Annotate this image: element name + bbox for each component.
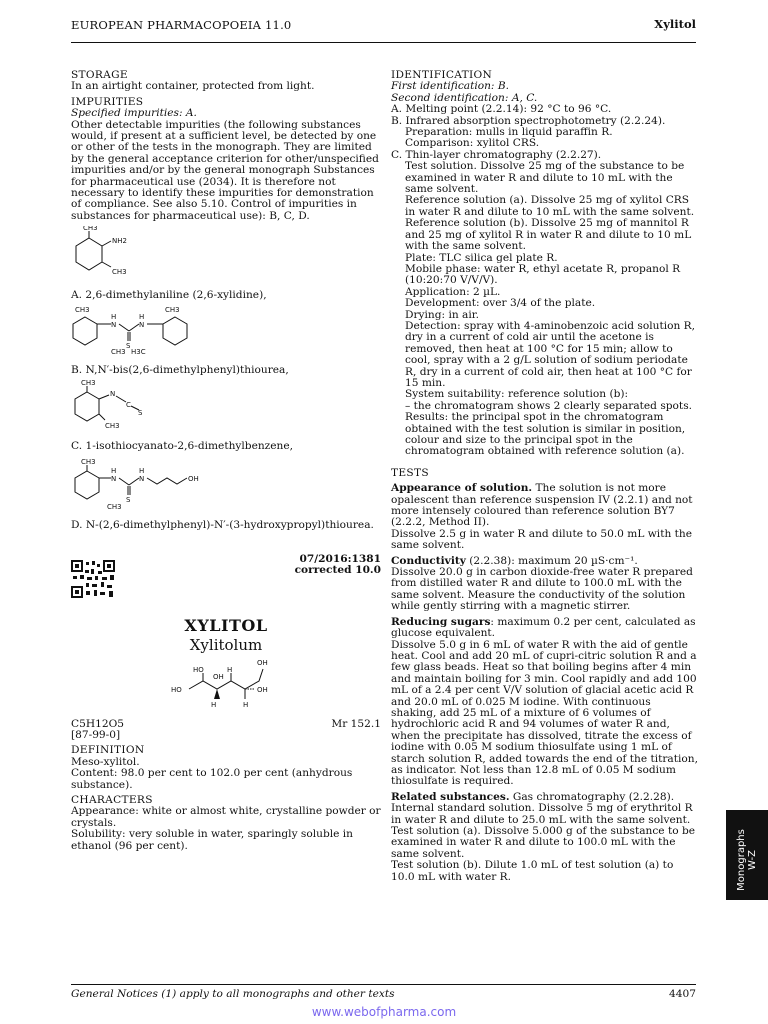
definition-heading: DEFINITION bbox=[71, 744, 145, 757]
svg-text:CH3: CH3 bbox=[107, 502, 122, 511]
specified-impurities: Specified impurities: A. bbox=[71, 107, 197, 120]
id-b-preparation: Preparation: mulls in liquid paraffin R. bbox=[405, 126, 613, 139]
svg-text:N: N bbox=[139, 321, 145, 330]
characters-heading: CHARACTERS bbox=[71, 794, 153, 806]
id-c-test-solution: Test solution. Dissolve 25 mg of the substance to be examined in water R and dilute to 10 mL with the same solvent. bbox=[405, 160, 685, 196]
second-identification: Second identification: A, C. bbox=[391, 91, 538, 104]
related-test-solution-b: Test solution (b). Dilute 1.0 mL of test solution (a) to 10.0 mL with water R. bbox=[391, 859, 674, 883]
id-c-reference-a: Reference solution (a). Dissolve 25 mg of xylitol CRS in water R and dilute to 10 mL with the same solvent. bbox=[405, 194, 695, 218]
id-b-comparison: Comparison: xylitol CRS. bbox=[405, 137, 540, 150]
conductivity-method: Dissolve 20.0 g in carbon dioxide-free water R prepared from distilled water R and dilute to 100.0 mL with the same solvent. Measure the conductivity of the solution while gently stirring with a magnetic stirrer. bbox=[391, 566, 693, 613]
cas-number: [87-99-0] bbox=[71, 728, 121, 741]
svg-text:CH3: CH3 bbox=[111, 348, 126, 357]
id-c-application: Application: 2 µL. bbox=[405, 285, 501, 298]
monograph-title: XYLITOL bbox=[184, 616, 268, 636]
first-identification: First identification: B. bbox=[391, 80, 510, 93]
svg-text:N: N bbox=[139, 474, 145, 483]
svg-text:CH3: CH3 bbox=[81, 457, 96, 466]
structure-impurity-b bbox=[71, 305, 381, 360]
related-substances: Related substances. Gas chromatography (2.2.28). bbox=[391, 790, 675, 803]
watermark-link[interactable]: www.webofpharma.com bbox=[311, 1005, 457, 1019]
id-c-development: Development: over 3/4 of the plate. bbox=[405, 297, 596, 310]
svg-text:S: S bbox=[138, 408, 143, 417]
impurity-a-label: A. 2,6-dimethylaniline (2,6-xylidine), bbox=[71, 288, 267, 301]
svg-text:CH3: CH3 bbox=[165, 306, 180, 315]
monograph-code: 07/2016:1381 bbox=[299, 552, 381, 565]
storage-text: In an airtight container, protected from light. bbox=[71, 80, 315, 93]
impurity-d-label: D. N-(2,6-dimethylphenyl)-N′-(3-hydroxypropyl)thiourea. bbox=[71, 519, 374, 532]
svg-text:N: N bbox=[111, 321, 117, 330]
svg-text:CH3: CH3 bbox=[83, 226, 98, 233]
tab-label-monographs: Monographs bbox=[736, 829, 747, 891]
id-c-results: Results: the principal spot in the chromatogram obtained with the test solution is similar in position, colour and size to the principal spot in the chromatogram obtained with reference solution (a). bbox=[405, 411, 686, 458]
svg-text:OH: OH bbox=[257, 686, 268, 695]
page-footer bbox=[71, 984, 696, 1000]
appearance-text: Appearance: white or almost white, crystalline powder or crystals. bbox=[71, 805, 381, 829]
id-c-system-suitability-item: – the chromatogram shows 2 clearly separated spots. bbox=[405, 399, 692, 412]
structure-impurity-c bbox=[71, 380, 381, 437]
monograph-correction: corrected 10.0 bbox=[294, 563, 381, 576]
related-test-solution-a: Test solution (a). Dissolve 5.000 g of the substance to be examined in water R and dilute to 100.0 mL with the same solvent. bbox=[391, 825, 695, 860]
id-c-system-suitability: System suitability: reference solution (b): bbox=[405, 388, 629, 401]
svg-text:NH2: NH2 bbox=[112, 237, 127, 246]
svg-text:H: H bbox=[211, 701, 217, 710]
svg-text:HO: HO bbox=[193, 666, 204, 675]
relative-molecular-mass: Mr 152.1 bbox=[331, 717, 381, 730]
left-column bbox=[71, 70, 381, 852]
definition-text: Meso-xylitol. bbox=[71, 755, 140, 768]
svg-text:H: H bbox=[243, 701, 249, 710]
svg-text:N: N bbox=[111, 474, 117, 483]
conductivity: Conductivity (2.2.38): maximum 20 µS·cm⁻¹. bbox=[391, 554, 638, 567]
svg-text:H: H bbox=[111, 313, 117, 322]
appearance-of-solution: Appearance of solution. The solution is not more opalescent than reference suspension IV (2.2.1) and not more intensely coloured than reference solution BY7 (2.2.2, Method II). bbox=[391, 482, 693, 529]
svg-text:S: S bbox=[126, 495, 131, 504]
page-number: 4407 bbox=[669, 988, 696, 1000]
reducing-sugars-method: Dissolve 5.0 g in 6 mL of water R with the aid of gentle heat. Cool and add 20 mL of cupri-citric solution R and a few glass beads. Heat so that boiling begins after 4 min and maintain boiling for 3 min. Cool rapidly and add 100 mL of a 2.4 per cent V/V solution of glacial acetic acid R and 20.0 mL of 0.025 M iodine. With continuous shaking, add 25 mL of a mixture of 6 volumes of hydrochloric acid R and 94 volumes of water R and, when the precipitate has dissolved, titrate the excess of iodine with 0.05 M sodium thiosulfate using 1 mL of starch solution R, added towards the end of the titration, as indicator. Not less than 12.8 mL of 0.05 M sodium thiosulfate is required. bbox=[391, 638, 698, 788]
structure-xylitol bbox=[171, 655, 381, 718]
id-c-mobile-phase: Mobile phase: water R, ethyl acetate R, propanol R (10:20:70 V/V/V). bbox=[405, 262, 681, 287]
identification-heading: IDENTIFICATION bbox=[391, 69, 493, 81]
id-c-drying: Drying: in air. bbox=[405, 308, 480, 321]
page-header bbox=[71, 16, 696, 43]
tests-heading: TESTS bbox=[391, 466, 429, 479]
section-thumb-tab bbox=[726, 810, 768, 900]
svg-text:CH3: CH3 bbox=[81, 379, 96, 387]
id-c-detection: Detection: spray with 4-aminobenzoic acid solution R, dry in a current of cold air until the acetone is removed, then heat at 100 °C for 15 min; allow to cool, spray with a 2 g/L solution of sodium periodate R, dry in a current of cold air, then heat at 100 °C for 15 min. bbox=[405, 319, 696, 389]
molecular-formula: C5H12O5 bbox=[71, 717, 124, 730]
svg-text:CH3: CH3 bbox=[105, 421, 120, 430]
internal-standard-solution: Internal standard solution. Dissolve 5 mg of erythritol R in water R and dilute to 25.0 mL with the same solvent. bbox=[391, 802, 693, 826]
impurity-c-label: C. 1-isothiocyanato-2,6-dimethylbenzene, bbox=[71, 440, 293, 453]
id-test-b: B. Infrared absorption spectrophotometry (2.2.24). bbox=[391, 114, 666, 127]
tab-label-range: W-Z bbox=[747, 850, 758, 870]
svg-text:HO: HO bbox=[171, 686, 182, 695]
storage-heading: STORAGE bbox=[71, 69, 128, 81]
svg-text:OH: OH bbox=[257, 659, 268, 668]
header-publication: EUROPEAN PHARMACOPOEIA 11.0 bbox=[71, 18, 292, 32]
structure-impurity-d bbox=[71, 457, 381, 516]
svg-text:N: N bbox=[110, 389, 116, 398]
svg-text:OH: OH bbox=[188, 474, 199, 483]
solubility-text: Solubility: very soluble in water, sparingly soluble in ethanol (96 per cent). bbox=[71, 828, 353, 852]
latin-name: Xylitolum bbox=[189, 635, 263, 654]
appearance-of-solution-prep: Dissolve 2.5 g in water R and dilute to 50.0 mL with the same solvent. bbox=[391, 527, 692, 552]
impurity-b-label: B. N,N′-bis(2,6-dimethylphenyl)thiourea, bbox=[71, 363, 289, 376]
footer-notice: General Notices (1) apply to all monographs and other texts bbox=[71, 988, 395, 1000]
svg-text:H3C: H3C bbox=[131, 348, 146, 357]
reducing-sugars: Reducing sugars: maximum 0.2 per cent, calculated as glucose equivalent. bbox=[391, 615, 696, 640]
svg-text:H: H bbox=[111, 466, 117, 475]
svg-text:OH: OH bbox=[213, 673, 224, 682]
right-column bbox=[391, 70, 698, 883]
svg-text:H: H bbox=[139, 466, 145, 475]
qr-code bbox=[71, 560, 115, 598]
id-c-reference-b: Reference solution (b). Dissolve 25 mg of mannitol R and 25 mg of xylitol R in water R and dilute to 10 mL with the same solvent. bbox=[405, 217, 692, 253]
svg-text:CH3: CH3 bbox=[75, 306, 90, 315]
svg-text:H: H bbox=[227, 666, 233, 675]
svg-text:CH3: CH3 bbox=[112, 268, 127, 277]
svg-text:S: S bbox=[126, 342, 131, 351]
svg-text:H: H bbox=[139, 313, 145, 322]
header-monograph-name: Xylitol bbox=[654, 17, 696, 31]
svg-text:C: C bbox=[126, 400, 131, 409]
id-test-c: C. Thin-layer chromatography (2.2.27). bbox=[391, 148, 602, 161]
content-text: Content: 98.0 per cent to 102.0 per cent (anhydrous substance). bbox=[71, 767, 353, 791]
structure-impurity-a bbox=[71, 226, 381, 285]
impurities-heading: IMPURITIES bbox=[71, 95, 144, 108]
id-test-a: A. Melting point (2.2.14): 92 °C to 96 °C. bbox=[391, 103, 612, 116]
id-c-plate: Plate: TLC silica gel plate R. bbox=[405, 251, 558, 264]
other-impurities: Other detectable impurities (the following substances would, if present at a sufficient level, be detected by one or other of the tests in the monograph. They are limited by the general acceptance criterion for other/unspecified impurities and/or by the general monograph Substances for pharmaceutical use (2034). It is therefore not necessary to identify these impurities for demonstration of compliance. See also 5.10. Control of impurities in substances for pharmaceutical use): B, C, D. bbox=[71, 118, 379, 222]
